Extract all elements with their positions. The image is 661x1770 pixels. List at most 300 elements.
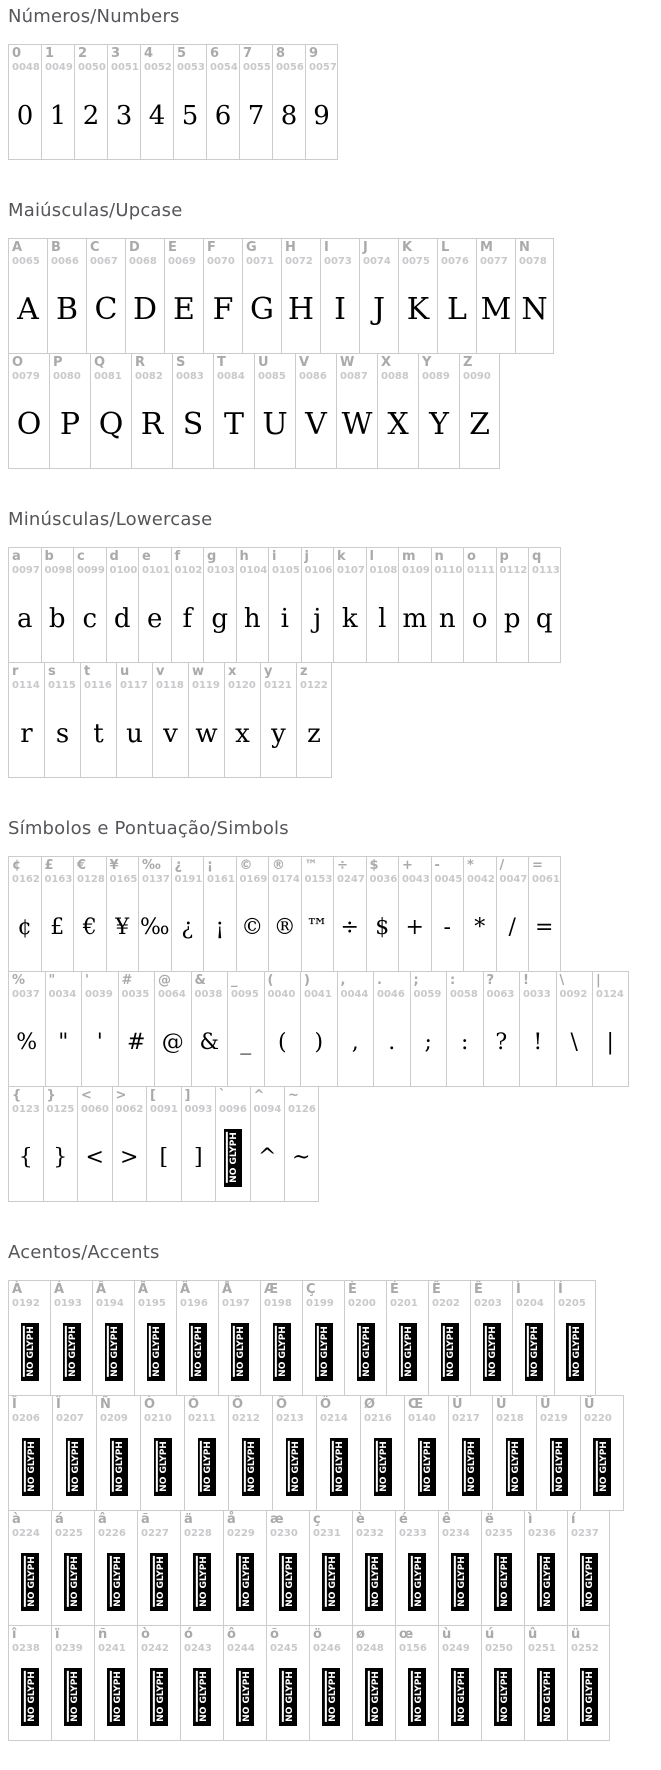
glyph-cell-0205: [554, 1280, 596, 1396]
no-glyph-badge: [64, 1668, 82, 1726]
no-glyph-label: NO GLYPH: [156, 1442, 169, 1493]
no-glyph-label: NO GLYPH: [443, 1327, 456, 1378]
glyph-code-label: 0118: [156, 679, 184, 691]
glyph-area: [334, 576, 366, 662]
glyph-area: [9, 1309, 50, 1395]
glyph-area: [477, 267, 515, 353]
glyph-preview: @: [161, 1029, 184, 1055]
no-glyph-label: NO GLYPH: [282, 1672, 295, 1723]
glyph-preview: T: [223, 406, 244, 442]
glyph-preview: M: [480, 291, 512, 327]
glyph-code-label: 0213: [276, 1412, 304, 1424]
glyph-cell-0101: [138, 547, 171, 663]
glyph-area: [303, 1309, 344, 1395]
section-title-upcase: Maiúsculas/Upcase: [8, 200, 183, 221]
no-glyph-label: NO GLYPH: [540, 1557, 553, 1608]
glyph-code-label: 0071: [246, 255, 274, 267]
glyph-preview: $: [375, 914, 390, 940]
glyph-char-label: Ö: [320, 1397, 332, 1412]
glyph-code-label: 0251: [528, 1642, 556, 1654]
glyph-area: [399, 267, 437, 353]
glyph-preview: 9: [313, 100, 330, 131]
no-glyph-badge: [322, 1668, 340, 1726]
glyph-area: [9, 1424, 52, 1510]
glyph-code-label: 0246: [313, 1642, 341, 1654]
glyph-cell-0231: [309, 1510, 352, 1626]
no-glyph-badge: [236, 1553, 254, 1611]
glyph-cell-0198: [260, 1280, 302, 1396]
glyph-preview: L: [447, 291, 467, 327]
cell-label: [297, 663, 331, 691]
glyph-code-label: 0089: [422, 370, 450, 382]
glyph-area: [229, 1424, 272, 1510]
no-glyph-label: NO GLYPH: [552, 1442, 565, 1493]
glyph-char-label: B: [51, 240, 61, 255]
no-glyph-label: NO GLYPH: [464, 1442, 477, 1493]
glyph-area: [497, 885, 529, 971]
glyph-area: [265, 1000, 301, 1086]
glyph-char-label: Á: [54, 1282, 65, 1297]
glyph-code-label: 0083: [176, 370, 204, 382]
glyph-char-label: õ: [270, 1627, 279, 1642]
glyph-code-label: 0034: [48, 988, 77, 1000]
glyph-char-label: €: [77, 858, 87, 873]
cell-label: [46, 972, 82, 1000]
no-glyph-label: NO GLYPH: [485, 1327, 498, 1378]
glyph-char-label: P: [53, 355, 63, 370]
glyph-cell-0219: [536, 1395, 580, 1511]
glyph-preview: ;: [424, 1029, 432, 1055]
glyph-cell-0083: [172, 353, 213, 469]
cell-label: [192, 972, 228, 1000]
glyph-preview: N: [521, 291, 548, 327]
glyph-area: [302, 576, 334, 662]
glyph-cell-0207: [52, 1395, 96, 1511]
glyph-cell-0241: [94, 1625, 137, 1741]
glyph-cell-0048: [8, 44, 41, 160]
section-accents: [8, 1242, 661, 1741]
upcase-glyph-table: [8, 238, 661, 469]
glyph-code-label: 0203: [474, 1297, 502, 1309]
glyph-area: [181, 1654, 223, 1740]
glyph-cell-0075: [398, 238, 437, 354]
no-glyph-badge: [150, 1668, 168, 1726]
glyph-code-label: 0108: [369, 564, 398, 576]
glyph-code-label: 0065: [12, 255, 40, 267]
glyph-cell-0238: [8, 1625, 51, 1741]
glyph-preview: 2: [82, 100, 100, 131]
cell-label: [9, 1396, 52, 1424]
glyph-cell-0055: [239, 44, 272, 160]
cell-label: [173, 354, 213, 382]
glyph-preview: *: [474, 914, 486, 940]
glyph-char-label: F: [207, 240, 216, 255]
glyph-cell-0118: [152, 662, 188, 778]
cell-label: [119, 972, 155, 1000]
glyph-area: [337, 382, 377, 468]
glyph-cell-0229: [223, 1510, 266, 1626]
glyph-code-label: 0214: [320, 1412, 348, 1424]
glyph-cell-0033: [519, 971, 556, 1087]
glyph-char-label: ^: [253, 1088, 265, 1103]
glyph-char-label: ê: [442, 1512, 451, 1527]
glyph-area: [153, 691, 188, 777]
glyph-row: [8, 971, 661, 1087]
glyph-code-label: 0238: [12, 1642, 40, 1654]
no-glyph-label: NO GLYPH: [376, 1442, 389, 1493]
cell-label: [75, 45, 107, 73]
glyph-code-label: 0057: [309, 61, 337, 73]
no-glyph-label: NO GLYPH: [23, 1327, 36, 1378]
glyph-char-label: ?: [486, 973, 495, 988]
glyph-cell-0137: [138, 856, 171, 972]
glyph-code-label: 0249: [442, 1642, 470, 1654]
glyph-code-label: 0199: [306, 1297, 334, 1309]
glyph-code-label: 0107: [337, 564, 365, 576]
cell-label: [396, 1626, 438, 1654]
no-glyph-badge: [525, 1323, 543, 1381]
cell-label: [267, 1626, 309, 1654]
cell-label: [181, 1511, 223, 1539]
glyph-char-label: /: [499, 858, 505, 873]
glyph-char-label: œ: [399, 1627, 414, 1642]
glyph-area: [74, 576, 106, 662]
no-glyph-label: NO GLYPH: [325, 1557, 338, 1608]
cell-label: [204, 548, 236, 576]
no-glyph-badge: [279, 1553, 297, 1611]
cell-label: [464, 548, 496, 576]
glyph-code-label: 0206: [12, 1412, 40, 1424]
cell-label: [138, 1626, 180, 1654]
glyph-code-label: 0232: [356, 1527, 384, 1539]
no-glyph-badge: [189, 1323, 207, 1381]
cell-label: [273, 1396, 316, 1424]
glyph-cell-0246: [309, 1625, 352, 1741]
glyph-char-label: ø: [356, 1627, 365, 1642]
cell-label: [399, 857, 431, 885]
glyph-preview: O: [16, 406, 42, 442]
glyph-cell-0047: [496, 856, 529, 972]
glyph-char-label: C: [90, 240, 100, 255]
glyph-code-label: 0219: [540, 1412, 568, 1424]
glyph-cell-0037: [8, 971, 45, 1087]
glyph-preview: F: [212, 291, 234, 327]
glyph-area: [273, 73, 305, 159]
glyph-char-label: í: [571, 1512, 576, 1527]
glyph-area: [449, 1424, 492, 1510]
glyph-code-label: 0247: [337, 873, 365, 885]
no-glyph-badge: [408, 1668, 426, 1726]
glyph-code-label: 0038: [194, 988, 223, 1000]
glyph-code-label: 0174: [272, 873, 300, 885]
glyph-code-label: 0062: [115, 1103, 144, 1115]
glyph-code-label: 0037: [12, 988, 40, 1000]
glyph-code-label: 0097: [12, 564, 40, 576]
glyph-preview: #: [127, 1029, 146, 1055]
glyph-char-label: û: [528, 1627, 538, 1642]
cell-label: [132, 354, 172, 382]
glyph-cell-0123: [8, 1086, 43, 1202]
glyph-cell-0125: [43, 1086, 78, 1202]
glyph-cell-0063: [483, 971, 520, 1087]
no-glyph-label: NO GLYPH: [497, 1672, 510, 1723]
glyph-code-label: 0085: [258, 370, 286, 382]
glyph-char-label: ™: [304, 858, 318, 873]
glyph-code-label: 0195: [138, 1297, 166, 1309]
glyph-char-label: Y: [422, 355, 432, 370]
no-glyph-label: NO GLYPH: [325, 1672, 338, 1723]
glyph-code-label: 0252: [571, 1642, 599, 1654]
cell-label: [447, 972, 483, 1000]
glyph-code-label: 0196: [180, 1297, 208, 1309]
cell-label: [269, 548, 301, 576]
glyph-char-label: ~: [288, 1088, 299, 1103]
glyph-cell-0156: [395, 1625, 438, 1741]
cell-label: [216, 1087, 250, 1115]
glyph-char-label: á: [55, 1512, 64, 1527]
glyph-area: [219, 1309, 260, 1395]
cell-label: [147, 1087, 181, 1115]
glyph-cell-0096: [215, 1086, 250, 1202]
glyph-char-label: Ï: [56, 1397, 61, 1412]
glyph-char-label: \: [559, 973, 565, 988]
glyph-code-label: 0091: [150, 1103, 178, 1115]
glyph-char-label: L: [441, 240, 450, 255]
glyph-preview: ÷: [340, 914, 359, 940]
glyph-area: [87, 267, 125, 353]
glyph-cell-0214: [316, 1395, 360, 1511]
glyph-char-label: d: [109, 549, 119, 564]
glyph-cell-0120: [224, 662, 260, 778]
no-glyph-badge: [399, 1323, 417, 1381]
glyph-code-label: 0100: [109, 564, 138, 576]
glyph-cell-0228: [180, 1510, 223, 1626]
glyph-area: [108, 73, 140, 159]
glyph-code-label: 0212: [232, 1412, 260, 1424]
glyph-char-label: u: [120, 664, 130, 679]
glyph-code-label: 0051: [111, 61, 139, 73]
glyph-char-label: ©: [239, 858, 253, 873]
glyph-area: [155, 1000, 191, 1086]
glyph-area: [95, 1539, 137, 1625]
glyph-preview: n: [438, 603, 456, 634]
glyph-area: [9, 576, 41, 662]
glyph-code-label: 0191: [174, 873, 203, 885]
no-glyph-label: NO GLYPH: [24, 1557, 37, 1608]
glyph-char-label: Í: [558, 1282, 563, 1297]
cell-label: [107, 857, 139, 885]
glyph-code-label: 0226: [98, 1527, 126, 1539]
glyph-char-label: (: [267, 973, 274, 988]
glyph-preview: ~: [292, 1144, 311, 1170]
glyph-preview: E: [173, 291, 195, 327]
cell-label: [52, 1626, 94, 1654]
glyph-area: [141, 73, 173, 159]
no-glyph-label: NO GLYPH: [582, 1672, 595, 1723]
cell-label: [78, 1087, 112, 1115]
glyph-char-label: Ë: [474, 1282, 483, 1297]
cell-label: [310, 1626, 352, 1654]
glyph-preview: j: [313, 603, 322, 634]
glyph-area: [296, 382, 336, 468]
glyph-row: [8, 662, 661, 778]
no-glyph-badge: [21, 1553, 39, 1611]
glyph-cell-0249: [438, 1625, 481, 1741]
glyph-code-label: 0228: [184, 1527, 212, 1539]
glyph-row: [8, 44, 661, 160]
glyph-area: [321, 267, 359, 353]
no-glyph-label: NO GLYPH: [196, 1672, 209, 1723]
cell-label: [261, 663, 296, 691]
cell-label: [273, 45, 305, 73]
glyph-code-label: 0064: [158, 988, 186, 1000]
glyph-preview: B: [55, 291, 79, 327]
glyph-code-label: 0039: [85, 988, 113, 1000]
glyph-cell-0242: [137, 1625, 180, 1741]
cell-label: [321, 239, 359, 267]
glyph-area: [432, 885, 464, 971]
no-glyph-label: NO GLYPH: [110, 1557, 123, 1608]
glyph-area: [447, 1000, 483, 1086]
glyph-cell-0122: [296, 662, 332, 778]
no-glyph-badge: [537, 1553, 555, 1611]
glyph-char-label: ö: [313, 1627, 322, 1642]
cell-label: [237, 857, 269, 885]
cell-label: [265, 972, 301, 1000]
glyph-cell-0086: [295, 353, 336, 469]
glyph-cell-0094: [250, 1086, 285, 1202]
glyph-cell-0174: [268, 856, 301, 972]
cell-label: [581, 1396, 623, 1424]
no-glyph-badge: [441, 1323, 459, 1381]
glyph-char-label: J: [363, 240, 368, 255]
glyph-code-label: 0060: [81, 1103, 109, 1115]
glyph-area: [93, 1309, 134, 1395]
glyph-char-label: z: [300, 664, 308, 679]
glyph-cell-0098: [41, 547, 74, 663]
glyph-cell-0065: [8, 238, 47, 354]
glyph-area: [224, 1539, 266, 1625]
glyph-area: [525, 1654, 567, 1740]
glyph-code-label: 0052: [144, 61, 172, 73]
no-glyph-label: NO GLYPH: [112, 1442, 125, 1493]
glyph-area: [9, 267, 47, 353]
glyph-area: [42, 73, 74, 159]
glyph-preview: J: [372, 291, 386, 327]
glyph-char-label: Ø: [364, 1397, 376, 1412]
glyph-cell-0077: [476, 238, 515, 354]
glyph-char-label: }: [46, 1088, 56, 1103]
glyph-code-label: 0081: [94, 370, 122, 382]
glyph-code-label: 0102: [174, 564, 203, 576]
no-glyph-badge: [64, 1553, 82, 1611]
glyph-code-label: 0248: [356, 1642, 384, 1654]
glyph-cell-0043: [398, 856, 431, 972]
cell-label: [207, 45, 239, 73]
glyph-preview: ,: [351, 1029, 359, 1055]
glyph-area: [138, 1539, 180, 1625]
glyph-code-label: 0076: [441, 255, 469, 267]
no-glyph-badge: [107, 1553, 125, 1611]
glyph-cell-0202: [428, 1280, 470, 1396]
cell-label: [9, 1087, 43, 1115]
glyph-cell-0088: [377, 353, 418, 469]
glyph-char-label: U: [258, 355, 269, 370]
no-glyph-badge: [198, 1438, 216, 1496]
glyph-cell-0216: [360, 1395, 404, 1511]
glyph-preview: _: [240, 1029, 252, 1055]
glyph-char-label: !: [523, 973, 529, 988]
glyph-area: [497, 576, 529, 662]
cell-label: [460, 354, 499, 382]
glyph-code-label: 0216: [364, 1412, 392, 1424]
glyph-cell-0097: [8, 547, 41, 663]
glyph-char-label: T: [217, 355, 226, 370]
glyph-cell-0128: [73, 856, 106, 972]
glyph-area: [214, 382, 254, 468]
no-glyph-badge: [483, 1323, 501, 1381]
glyph-cell-0113: [528, 547, 561, 663]
glyph-char-label: ù: [442, 1627, 452, 1642]
glyph-code-label: 0237: [571, 1527, 599, 1539]
glyph-cell-0211: [184, 1395, 228, 1511]
glyph-area: [482, 1654, 524, 1740]
glyph-code-label: 0074: [363, 255, 391, 267]
cell-label: [42, 45, 74, 73]
glyph-code-label: 0093: [184, 1103, 213, 1115]
glyph-area: [132, 382, 172, 468]
glyph-area: [471, 1309, 512, 1395]
glyph-char-label: ¡: [207, 858, 213, 873]
glyph-cell-0074: [359, 238, 398, 354]
glyph-char-label: Ó: [188, 1397, 200, 1412]
glyph-preview: I: [334, 291, 346, 327]
glyph-char-label: r: [12, 664, 19, 679]
glyph-char-label: 4: [144, 46, 154, 61]
glyph-area: [107, 576, 139, 662]
glyph-cell-0064: [154, 971, 191, 1087]
cell-label: [282, 239, 320, 267]
glyph-area: [464, 885, 496, 971]
glyph-preview: A: [17, 291, 39, 327]
cell-label: [396, 1511, 438, 1539]
cell-label: [477, 239, 515, 267]
glyph-cell-0112: [496, 547, 529, 663]
glyph-cell-0209: [96, 1395, 140, 1511]
glyph-cell-0054: [206, 44, 239, 160]
glyph-char-label: q: [532, 549, 542, 564]
glyph-char-label: ¥: [109, 858, 119, 873]
glyph-char-label: k: [337, 549, 346, 564]
no-glyph-label: NO GLYPH: [233, 1327, 246, 1378]
glyph-code-label: 0241: [98, 1642, 126, 1654]
glyph-cell-0104: [236, 547, 269, 663]
cell-label: [228, 972, 264, 1000]
glyph-cell-0107: [333, 547, 366, 663]
glyph-char-label: Z: [463, 355, 473, 370]
glyph-area: [411, 1000, 447, 1086]
glyph-cell-0248: [352, 1625, 395, 1741]
no-glyph-badge: [365, 1668, 383, 1726]
glyph-preview: l: [378, 603, 387, 634]
glyph-char-label: S: [176, 355, 186, 370]
glyph-char-label: f: [174, 549, 181, 564]
glyph-char-label: Ù: [452, 1397, 463, 1412]
no-glyph-badge: [154, 1438, 172, 1496]
glyph-cell-0071: [242, 238, 281, 354]
glyph-cell-0110: [431, 547, 464, 663]
glyph-area: [74, 885, 106, 971]
